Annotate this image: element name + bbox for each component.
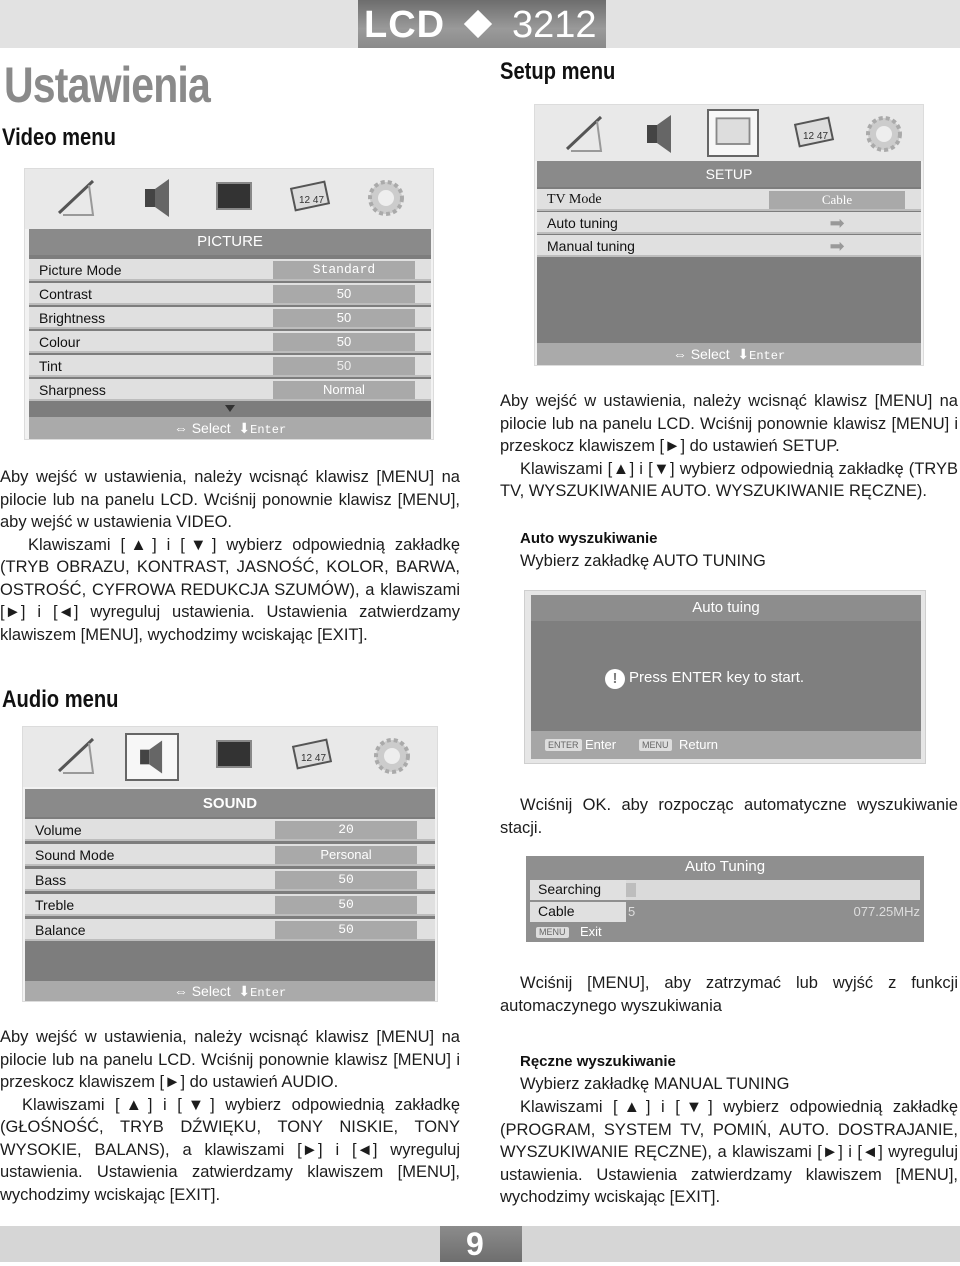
gear-icon[interactable] xyxy=(369,733,415,779)
menu-row-contrast[interactable] xyxy=(29,283,431,305)
row-value: 50 xyxy=(273,333,415,351)
enter-arrow-icon: ⬇ xyxy=(238,983,251,999)
channel-icon[interactable] xyxy=(289,733,335,779)
footer-select-label: Select xyxy=(690,346,730,362)
picture-menu-body xyxy=(29,255,431,417)
enter-key-badge[interactable]: ENTER xyxy=(545,739,582,751)
setup-section-title: Setup menu xyxy=(500,58,616,85)
enter-arrow-icon: ⬇ xyxy=(737,346,750,362)
sound-menu-footer xyxy=(25,981,435,1001)
frequency-value: 077.25MHz xyxy=(853,904,920,919)
speaker-icon[interactable] xyxy=(135,175,181,221)
setup-menu-panel xyxy=(534,104,924,366)
cable-label: Cable xyxy=(538,903,575,919)
auto-search-text: Wybierz zakładkę AUTO TUNING xyxy=(520,552,766,570)
progress-bar xyxy=(626,880,920,900)
select-arrows-icon: ⇔ xyxy=(173,420,188,436)
row-label: Brightness xyxy=(39,310,106,326)
channel-icon[interactable] xyxy=(791,111,837,157)
row-value: Standard xyxy=(273,261,415,279)
svg-text:12 47: 12 47 xyxy=(301,753,327,764)
speaker-icon[interactable] xyxy=(637,111,683,157)
row-value: 20 xyxy=(275,821,417,839)
select-arrows-icon: ⇔ xyxy=(173,983,188,999)
gear-icon[interactable] xyxy=(861,111,907,157)
select-arrows-icon: ⇔ xyxy=(672,346,687,362)
progress-dialog-title: Auto Tuning xyxy=(684,858,766,875)
footer-left-block xyxy=(0,1226,440,1262)
svg-text:12 47: 12 47 xyxy=(299,195,325,206)
tv-screen-icon[interactable] xyxy=(211,175,257,221)
dialog-message: Press ENTER key to start. xyxy=(629,669,805,686)
footer-select-label: Select xyxy=(191,983,231,999)
menu-row-tv-mode[interactable] xyxy=(537,189,921,211)
footer-right-block xyxy=(522,1226,960,1262)
row-value: 50 xyxy=(275,921,417,939)
row-value: 50 xyxy=(273,357,415,375)
row-label: Treble xyxy=(35,897,75,913)
footer-select-label: Select xyxy=(191,420,231,436)
row-label: TV Mode xyxy=(547,192,602,207)
menu-row-colour[interactable] xyxy=(29,331,431,353)
row-value: Cable xyxy=(769,191,905,209)
picture-tool-icon[interactable] xyxy=(53,175,99,221)
setup-menu-title: SETUP xyxy=(537,161,921,187)
row-label: Sharpness xyxy=(39,382,106,398)
enter-arrow-icon: ⬇ xyxy=(238,420,251,436)
row-label: Manual tuning xyxy=(547,238,635,254)
video-section-title: Video menu xyxy=(2,124,116,151)
video-instructions xyxy=(0,466,460,646)
setup-menu-body xyxy=(537,187,921,343)
progress-fill xyxy=(626,883,636,897)
channel-icon[interactable] xyxy=(287,175,333,221)
dialog-body xyxy=(531,621,921,731)
row-label: Sound Mode xyxy=(35,847,115,863)
menu-key-badge[interactable]: MENU xyxy=(536,927,569,938)
menu-icon-strip xyxy=(23,727,437,787)
menu-row-sound-mode[interactable] xyxy=(25,844,435,866)
audio-paragraph-1: Aby wejść w ustawienia, należy wcisnąć klawisz [MENU] na pilocie lub na panelu LCD. Wciśnij ponownie klawisz [MENU] i przeskocz klawiszem [►] do ustawień AUDIO. xyxy=(0,1028,460,1091)
arrow-right-icon: ➡ xyxy=(829,236,845,256)
manual-search-instructions: Klawiszami [▲] i [▼] wybierz odpowiednią zakładkę (PROGRAM, SYSTEM TV, POMIŃ, AUTO. DOSTRAJANIE, WYSZUKIWANIE RĘCZNE), a klawiszami [►] i [◄] wyreguluj ustawienia. Ustawienia zatwierdzamy klawiszem [MENU], wychodzimy wciskając [EXIT]. xyxy=(500,1098,958,1206)
row-value: 50 xyxy=(275,871,417,889)
row-value: 50 xyxy=(273,309,415,327)
svg-text:12 47: 12 47 xyxy=(803,131,829,142)
sound-menu-panel xyxy=(22,726,438,1002)
audio-paragraph-2: Klawiszami [▲] i [▼] wybierz odpowiednią zakładkę (GŁOŚNOŚĆ, TRYB DŹWIĘKU, TONY NISKIE, TONY WYSOKIE, BALANS), a klawiszami [►] i [◄] wyreguluj ustawienia. Ustawienia zatwierdzamy klawiszem [MENU], wychodzimy wciskając [EXIT]. xyxy=(0,1095,460,1204)
row-label: Bass xyxy=(35,872,67,888)
video-paragraph-1: Aby wejść w ustawienia, należy wcisnąć klawisz [MENU] na pilocie lub na panelu LCD. Wciśnij ponownie klawisz [MENU], aby wejść w ustawienia VIDEO. xyxy=(0,468,460,531)
row-label: Tint xyxy=(39,358,62,374)
dialog-footer xyxy=(531,731,921,759)
video-paragraph-2: Klawiszami [▲] i [▼] wybierz odpowiednią zakładkę (TRYB OBRAZU, KONTRAST, JASNOŚĆ, KOLOR, BARWA, OSTROŚĆ, CYFROWA REDUKCJA SZUMÓW), a klawiszami [►] i [◄] wyreguluj ustawienia. Ustawienia zatwierdzamy klawiszem [MENU], wychodzimy wciskając [EXIT]. xyxy=(0,535,460,644)
footer-enter-label: Enter xyxy=(749,349,786,363)
sound-menu-body xyxy=(25,817,435,981)
searching-label: Searching xyxy=(538,881,602,897)
page-number: 9 xyxy=(466,1226,484,1262)
page-title: Ustawienia xyxy=(4,57,210,113)
row-label: Colour xyxy=(39,334,81,350)
menu-row-picture-mode[interactable] xyxy=(29,259,431,281)
menu-row-sharpness[interactable] xyxy=(29,379,431,401)
row-label: Balance xyxy=(35,922,86,938)
picture-menu-panel xyxy=(24,168,434,440)
menu-icon-strip xyxy=(535,105,923,161)
row-label: Contrast xyxy=(39,286,92,302)
scroll-down-arrow-icon[interactable] xyxy=(225,405,235,412)
setup-paragraph-1: Aby wejść w ustawienia, należy wcisnąć klawisz [MENU] na pilocie lub na panelu LCD. Wciśnij ponownie klawisz [MENU] i przeskocz klawiszem [►] do ustawień SETUP. xyxy=(500,392,958,455)
menu-row-brightness[interactable] xyxy=(29,307,431,329)
manual-search-heading: Ręczne wyszukiwanie xyxy=(520,1053,676,1070)
arrow-right-icon: ➡ xyxy=(829,213,845,233)
menu-row-bass[interactable] xyxy=(25,869,435,891)
return-label: Return xyxy=(679,737,719,752)
row-label: Picture Mode xyxy=(39,262,122,278)
header-left-block xyxy=(0,0,358,48)
row-value: Personal xyxy=(275,846,417,864)
row-value: 50 xyxy=(273,285,415,303)
menu-icon-strip xyxy=(25,169,433,229)
picture-tool-icon[interactable] xyxy=(561,111,607,157)
footer-enter-label: Enter xyxy=(250,986,287,1000)
menu-row-volume[interactable] xyxy=(25,819,435,841)
speaker-icon-selected[interactable] xyxy=(125,733,179,781)
stop-search-text: Wciśnij [MENU], aby zatrzymać lub wyjść z funkcji automaczynego wyszukiwania xyxy=(500,974,958,1015)
auto-search-heading: Auto wyszukiwanie xyxy=(520,530,658,547)
picture-tool-icon[interactable] xyxy=(53,733,99,779)
gear-icon[interactable] xyxy=(363,175,409,221)
searching-cell xyxy=(530,880,626,900)
setup-instructions xyxy=(500,390,958,503)
footer-enter-label: Enter xyxy=(250,423,287,437)
menu-row-manual-tuning[interactable] xyxy=(537,235,921,257)
row-label: Auto tuning xyxy=(547,215,618,231)
audio-instructions xyxy=(0,1026,460,1206)
cable-cell xyxy=(530,902,626,922)
header-model: 3212 xyxy=(512,4,597,46)
dialog-title: Auto tuing xyxy=(531,595,921,621)
exit-label: Exit xyxy=(580,924,602,939)
row-value: Normal xyxy=(273,381,415,399)
setup-paragraph-2: Klawiszami [▲] i [▼] wybierz odpowiednią zakładkę (TRYB TV, WYSZUKIWANIE AUTO. WYSZUKIWANIE RĘCZNE). xyxy=(500,459,958,500)
menu-key-badge[interactable]: MENU xyxy=(639,739,672,751)
row-label: Volume xyxy=(35,822,82,838)
auto-tuning-progress-dialog xyxy=(526,856,924,942)
setup-menu-footer xyxy=(537,343,921,365)
row-value: 50 xyxy=(275,896,417,914)
tv-screen-icon[interactable] xyxy=(211,733,257,779)
press-ok-text: Wciśnij OK. aby rozpocząc automatyczne wyszukiwanie stacji. xyxy=(500,796,958,837)
audio-section-title: Audio menu xyxy=(2,686,119,713)
header-right-block xyxy=(606,0,960,48)
auto-tuning-dialog xyxy=(524,590,926,764)
menu-row-tint[interactable] xyxy=(29,355,431,377)
manual-search-text: Wybierz zakładkę MANUAL TUNING xyxy=(520,1075,790,1093)
tv-screen-icon-selected[interactable] xyxy=(707,109,759,157)
menu-row-treble[interactable] xyxy=(25,894,435,916)
menu-row-auto-tuning[interactable] xyxy=(537,212,921,234)
menu-row-balance[interactable] xyxy=(25,919,435,941)
enter-label: Enter xyxy=(585,737,617,752)
picture-menu-title: PICTURE xyxy=(29,229,431,255)
header-brand: LCD xyxy=(364,4,446,46)
picture-menu-footer xyxy=(29,417,431,439)
sound-menu-title: SOUND xyxy=(25,789,435,817)
channel-number: 5 xyxy=(628,904,636,919)
warning-icon: ! xyxy=(605,669,625,689)
